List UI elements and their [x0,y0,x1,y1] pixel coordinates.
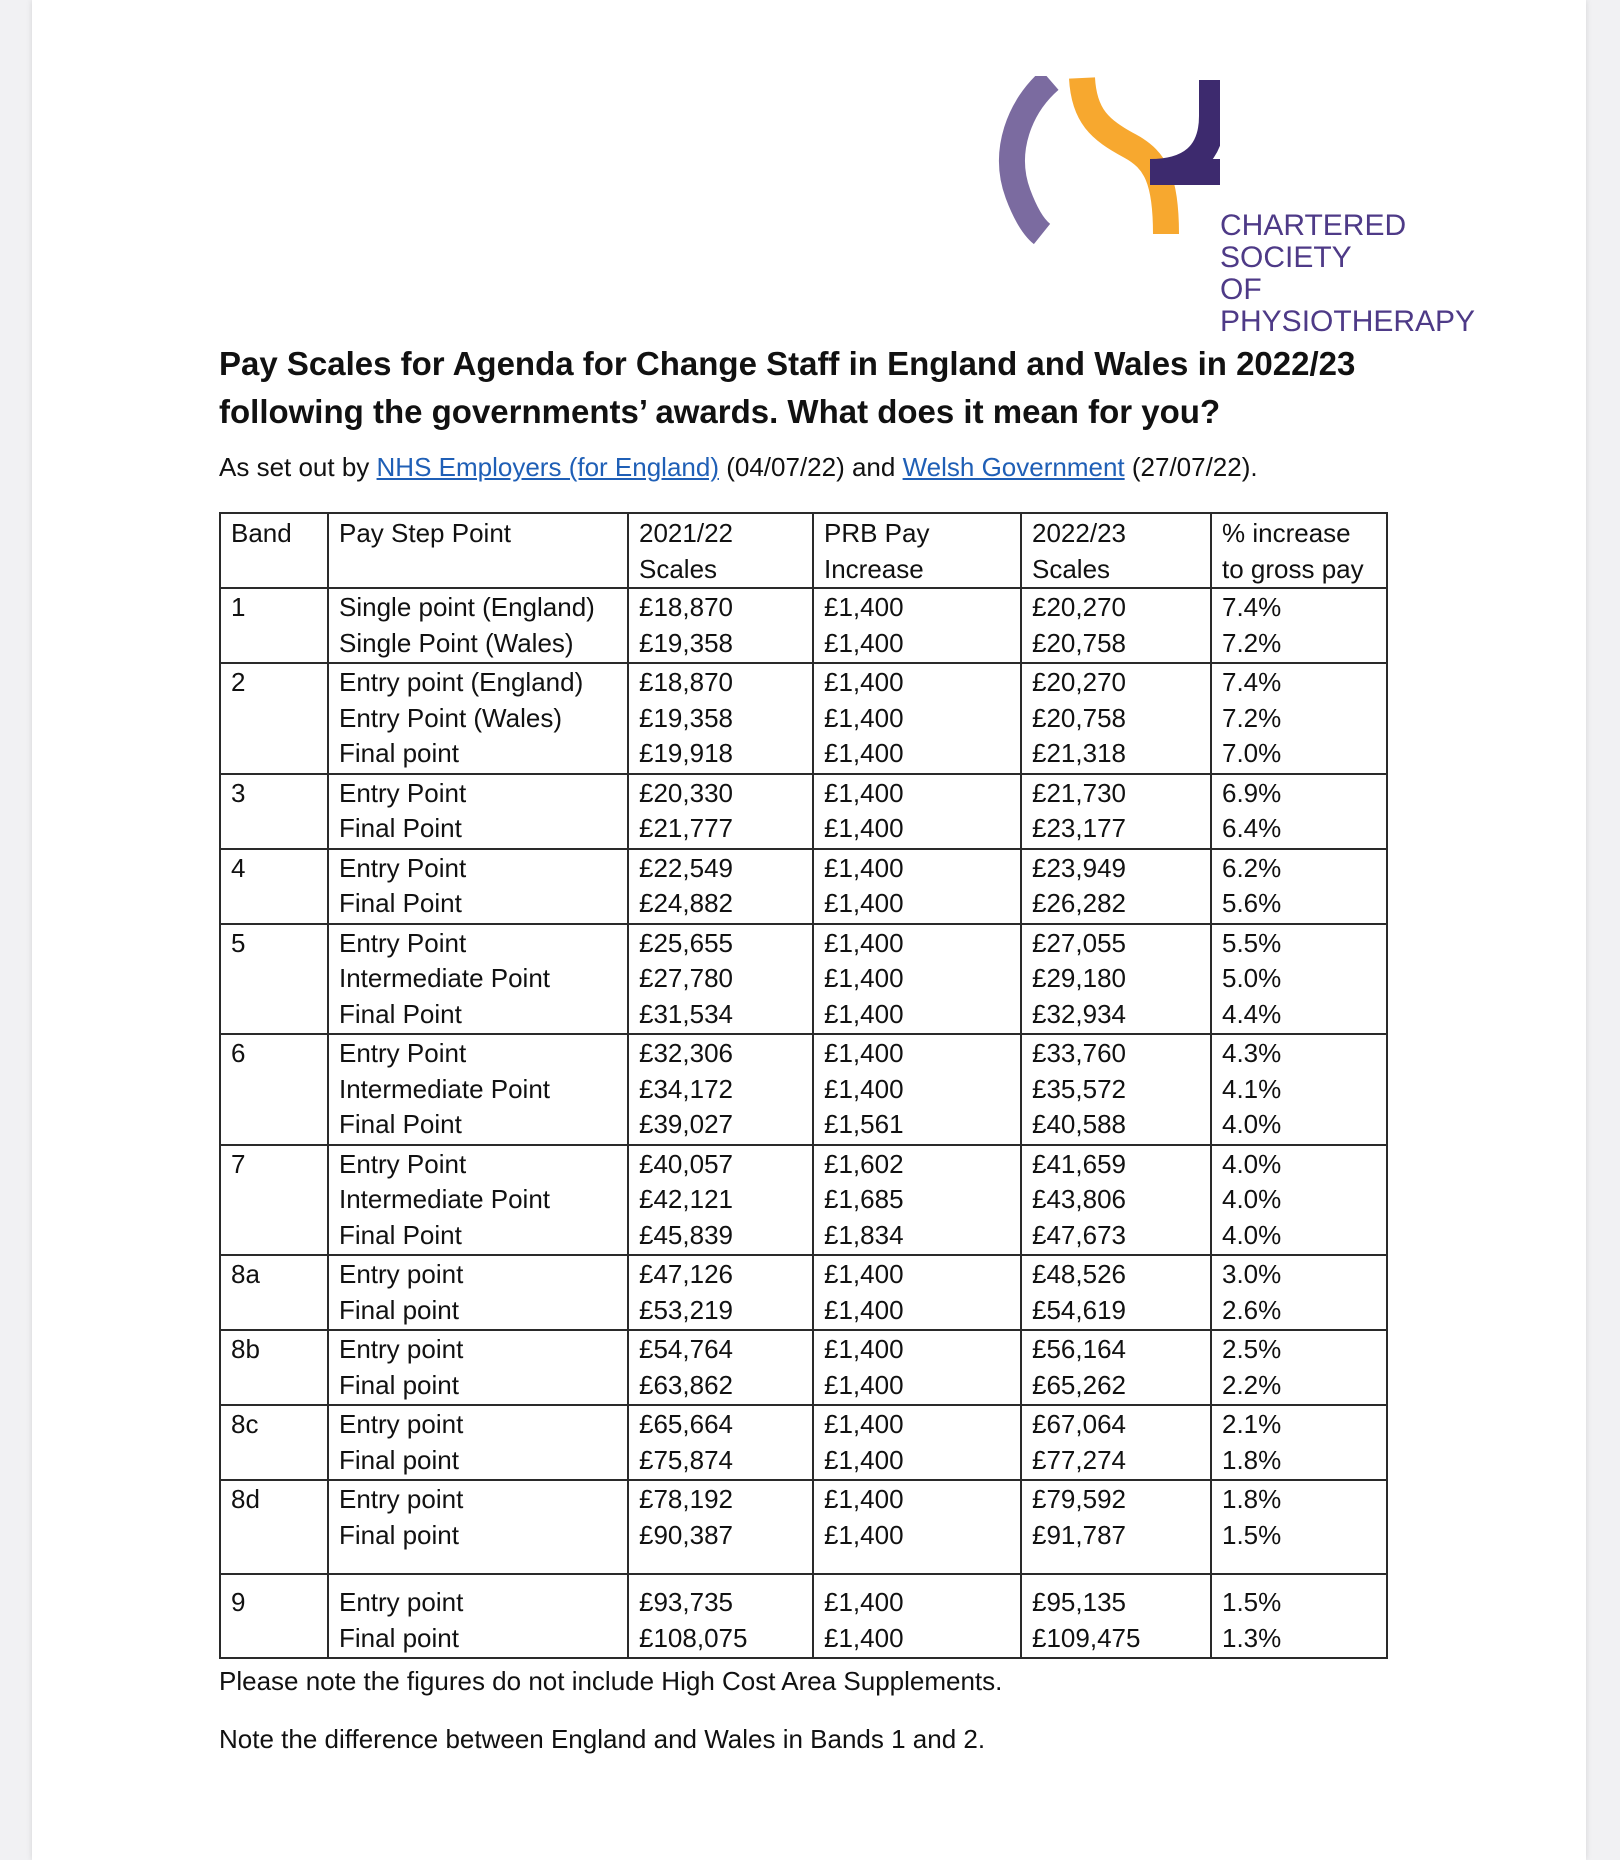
welsh-government-link[interactable]: Welsh Government [902,452,1125,482]
header-band [220,513,328,588]
scales-2021-22-cell [628,1330,813,1405]
cell-line: £19,358 [639,627,733,658]
cell-line: Entry Point [339,1038,467,1068]
cell-line: £32,306 [639,1038,733,1068]
cell-line: £1,400 [824,1622,904,1653]
cell-line: £1,400 [824,1484,904,1514]
logo-line: PHYSIOTHERAPY [1220,305,1476,338]
header-2022-23-scales [1021,513,1211,588]
source-mid: (04/07/22) and [719,452,903,482]
scales-2022-23-cell [1021,1034,1211,1145]
cell-line: £78,192 [639,1484,733,1514]
cell-line: Entry point [339,1334,464,1364]
cell-line: £95,135 [1032,1587,1126,1617]
source-suffix: (27/07/22). [1124,452,1258,482]
cell-line: 2.2% [1222,1369,1282,1400]
cell-line: 7.4% [1222,592,1282,622]
cell-line: Entry Point [339,852,467,883]
band-cell [220,1034,328,1145]
cell-line: Single Point (Wales) [339,627,574,658]
percent-increase-cell [1211,1330,1387,1405]
cell-line: £18,870 [639,667,733,697]
csp-logo-text [1220,210,1475,338]
band-cell [220,1330,328,1405]
cell-line: Final Point [339,1219,462,1250]
scales-2021-22-cell [628,1145,813,1256]
cell-line: Final Point [339,1109,462,1139]
note-england-wales: Note the difference between England and Wales in Bands 1 and 2. [219,1724,986,1754]
cell-line: £1,400 [824,1334,904,1364]
cell-line: £1,400 [824,1038,904,1068]
cell-line: Final point [339,1444,459,1475]
cell-line: Entry point (England) [339,667,584,697]
cell-line: £47,673 [1032,1219,1126,1250]
cell-line: £21,318 [1032,738,1126,768]
cell-line: Entry Point [339,927,467,958]
source-line [219,452,1258,483]
cell-line: £24,882 [639,888,733,918]
scales-2021-22-cell [628,1480,813,1574]
scales-2021-22-cell [628,1034,813,1145]
pay-step-cell [328,849,628,924]
pay-step-cell [328,663,628,774]
cell-line: £40,057 [639,1148,733,1179]
cell-line: 4.0% [1222,1219,1282,1250]
prb-increase-cell [813,1480,1021,1574]
cell-line: £31,534 [639,998,733,1029]
scales-2022-23-cell [1021,1330,1211,1405]
cell-line: £54,619 [1032,1294,1126,1325]
scales-2022-23-cell [1021,588,1211,663]
cell-line: £109,475 [1032,1622,1141,1653]
pay-step-cell [328,1255,628,1330]
table-row [220,1330,1387,1405]
band-cell [220,588,328,663]
header-line: to gross pay [1222,554,1364,584]
cell-line: Entry Point [339,1148,467,1179]
cell-line: 1.5% [1222,1587,1282,1617]
cell-line: Entry point [339,1409,464,1439]
scales-2022-23-cell [1021,1145,1211,1256]
pay-step-cell [328,1330,628,1405]
cell-line: 7.2% [1222,702,1282,733]
cell-line: 5 [231,927,246,958]
cell-line: 8a [231,1259,260,1289]
cell-line: £1,400 [824,1444,904,1475]
cell-line: Single point (England) [339,592,595,622]
percent-increase-cell [1211,924,1387,1035]
cell-line: £1,400 [824,592,904,622]
table-row [220,1255,1387,1330]
cell-line: £20,270 [1032,667,1126,697]
cell-line: £65,262 [1032,1369,1126,1400]
band-cell [220,1255,328,1330]
scales-2022-23-cell [1021,1255,1211,1330]
percent-increase-cell [1211,1034,1387,1145]
cell-line: £25,655 [639,927,733,958]
cell-line: £65,664 [639,1409,733,1439]
table-row [220,1574,1387,1658]
scales-2021-22-cell [628,1405,813,1480]
prb-increase-cell [813,588,1021,663]
cell-line: £1,400 [824,888,904,918]
cell-line: £23,177 [1032,813,1126,843]
cell-line: 5.6% [1222,888,1282,918]
cell-line: £1,400 [824,998,904,1029]
cell-line: £63,862 [639,1369,733,1400]
cell-line: £1,400 [824,1519,904,1550]
cell-line: Intermediate Point [339,1073,551,1104]
cell-line: 2.6% [1222,1294,1282,1325]
cell-line: £19,918 [639,738,733,768]
cell-line: £45,839 [639,1219,733,1250]
cell-line: 7.0% [1222,738,1282,768]
csp-logo-mark-icon [980,76,1220,246]
header-line: 2022/23 [1032,518,1126,548]
table-row [220,1145,1387,1256]
cell-line: £20,758 [1032,702,1126,733]
cell-line: 1.8% [1222,1484,1282,1514]
cell-line: Entry point [339,1587,464,1617]
cell-line: £54,764 [639,1334,733,1364]
cell-line: 8b [231,1334,260,1364]
percent-increase-cell [1211,1145,1387,1256]
header-line: Band [231,518,292,548]
header-percent-increase [1211,513,1387,588]
cell-line: £1,400 [824,702,904,733]
scales-2022-23-cell [1021,663,1211,774]
cell-line: Final Point [339,813,462,843]
prb-increase-cell [813,1145,1021,1256]
header-line: PRB Pay [824,518,930,548]
cell-line: £23,949 [1032,852,1126,883]
cell-line: £32,934 [1032,998,1126,1029]
cell-line: 3 [231,777,246,808]
prb-increase-cell [813,1034,1021,1145]
band-cell [220,663,328,774]
prb-increase-cell [813,774,1021,849]
cell-line: 1.5% [1222,1519,1282,1550]
scales-2021-22-cell [628,849,813,924]
cell-line: Entry point [339,1484,464,1514]
cell-line: £18,870 [639,592,733,622]
cell-line: £91,787 [1032,1519,1126,1550]
cell-line: 4.0% [1222,1184,1282,1214]
prb-increase-cell [813,663,1021,774]
cell-line: £108,075 [639,1622,748,1653]
logo-line: SOCIETY [1220,241,1352,274]
cell-line: £1,400 [824,667,904,697]
cell-line: Final point [339,1519,459,1550]
cell-line: £1,834 [824,1219,904,1250]
logo-line: OF [1220,273,1262,306]
pay-step-cell [328,1405,628,1480]
prb-increase-cell [813,924,1021,1035]
cell-line: 6.2% [1222,852,1282,883]
band-cell [220,774,328,849]
cell-line: £48,526 [1032,1259,1126,1289]
scales-2021-22-cell [628,1255,813,1330]
cell-line: £93,735 [639,1587,733,1617]
scales-2022-23-cell [1021,1480,1211,1574]
cell-line: £19,358 [639,702,733,733]
cell-line: 2.5% [1222,1334,1282,1364]
prb-increase-cell [813,849,1021,924]
scales-2022-23-cell [1021,849,1211,924]
cell-line: £42,121 [639,1184,733,1214]
cell-line: 4.3% [1222,1038,1282,1068]
cell-line: Final Point [339,998,462,1029]
table-row [220,1034,1387,1145]
pay-step-cell [328,774,628,849]
logo-line: CHARTERED [1220,209,1407,242]
cell-line: £1,400 [824,963,904,993]
note-high-cost: Please note the figures do not include High Cost Area Supplements. [219,1666,1003,1696]
cell-line: 4.4% [1222,998,1282,1029]
cell-line: 4.0% [1222,1148,1282,1179]
header-2021-22-scales [628,513,813,588]
cell-line: 8c [231,1409,259,1439]
header-line: Pay Step Point [339,518,511,548]
percent-increase-cell [1211,588,1387,663]
scales-2021-22-cell [628,924,813,1035]
table-row [220,849,1387,924]
cell-line: 3.0% [1222,1259,1282,1289]
cell-line: Entry point [339,1259,464,1289]
cell-line: £43,806 [1032,1184,1126,1214]
pay-step-cell [328,1145,628,1256]
cell-line: Final point [339,1294,459,1325]
pay-scales-table [219,512,1388,1659]
cell-line: Final point [339,1369,459,1400]
cell-line: £67,064 [1032,1409,1126,1439]
table-row [220,924,1387,1035]
scales-2021-22-cell [628,588,813,663]
cell-line: Entry Point [339,777,467,808]
band-cell [220,1574,328,1658]
header-line: Scales [1032,554,1111,584]
band-cell [220,1405,328,1480]
scales-2022-23-cell [1021,1574,1211,1658]
header-line: % increase [1222,518,1351,548]
cell-line: £1,400 [824,777,904,808]
cell-line: 4.1% [1222,1073,1282,1104]
prb-increase-cell [813,1574,1021,1658]
cell-line: 1.3% [1222,1622,1282,1653]
cell-line: £1,400 [824,1294,904,1325]
cell-line: 2.1% [1222,1409,1282,1439]
table-row [220,588,1387,663]
cell-line: Intermediate Point [339,1184,551,1214]
cell-line: Final point [339,1622,459,1653]
prb-increase-cell [813,1255,1021,1330]
cell-line: £75,874 [639,1444,733,1475]
cell-line: £27,055 [1032,927,1126,958]
table-header-row [220,513,1387,588]
cell-line: 1 [231,592,246,622]
percent-increase-cell [1211,1574,1387,1658]
cell-line: £35,572 [1032,1073,1126,1104]
percent-increase-cell [1211,1480,1387,1574]
band-cell [220,849,328,924]
cell-line: 9 [231,1587,246,1617]
cell-line: 6.9% [1222,777,1282,808]
header-prb-pay-increase [813,513,1021,588]
cell-line: £1,400 [824,1259,904,1289]
scales-2021-22-cell [628,1574,813,1658]
cell-line: £56,164 [1032,1334,1126,1364]
cell-line: Final point [339,738,459,768]
cell-line: £40,588 [1032,1109,1126,1139]
cell-line: 4 [231,852,246,883]
cell-line: £1,400 [824,738,904,768]
pay-step-cell [328,924,628,1035]
scales-2022-23-cell [1021,924,1211,1035]
csp-logo [980,76,1476,346]
percent-increase-cell [1211,849,1387,924]
prb-increase-cell [813,1405,1021,1480]
cell-line: £21,777 [639,813,733,843]
cell-line: Final Point [339,888,462,918]
scales-2022-23-cell [1021,774,1211,849]
cell-line: £1,561 [824,1109,904,1139]
cell-line: £41,659 [1032,1148,1126,1179]
percent-increase-cell [1211,774,1387,849]
cell-line: £20,270 [1032,592,1126,622]
cell-line: £79,592 [1032,1484,1126,1514]
cell-line: 2 [231,667,246,697]
pay-step-cell [328,1480,628,1574]
page-title: Pay Scales for Agenda for Change Staff in England and Wales in 2022/23 following the governments’ awards. What does it mean for you? [219,345,1356,430]
cell-line: £26,282 [1032,888,1126,918]
cell-line: £77,274 [1032,1444,1126,1475]
cell-line: £1,685 [824,1184,904,1214]
cell-line: £1,400 [824,813,904,843]
cell-line: Entry Point (Wales) [339,702,562,733]
source-prefix: As set out by [219,452,377,482]
cell-line: £1,602 [824,1148,904,1179]
cell-line: £1,400 [824,927,904,958]
cell-line: Intermediate Point [339,963,551,993]
prb-increase-cell [813,1330,1021,1405]
cell-line: 1.8% [1222,1444,1282,1475]
cell-line: £1,400 [824,627,904,658]
document-page [32,0,1586,1860]
cell-line: 6 [231,1038,246,1068]
cell-line: £21,730 [1032,777,1126,808]
pay-step-cell [328,1034,628,1145]
cell-line: 5.5% [1222,927,1282,958]
scales-2022-23-cell [1021,1405,1211,1480]
cell-line: 8d [231,1484,260,1514]
scales-2021-22-cell [628,774,813,849]
cell-line: £90,387 [639,1519,733,1550]
cell-line: £1,400 [824,1409,904,1439]
nhs-employers-link[interactable]: NHS Employers (for England) [376,452,719,482]
table-row [220,1405,1387,1480]
scales-2021-22-cell [628,663,813,774]
band-cell [220,1145,328,1256]
cell-line: £1,400 [824,852,904,883]
cell-line: £47,126 [639,1259,733,1289]
cell-line: 7 [231,1148,246,1179]
pay-step-cell [328,588,628,663]
header-pay-step-point [328,513,628,588]
cell-line: 6.4% [1222,813,1282,843]
cell-line: £20,758 [1032,627,1126,658]
cell-line: £1,400 [824,1369,904,1400]
pay-step-cell [328,1574,628,1658]
band-cell [220,1480,328,1574]
header-line: 2021/22 [639,518,733,548]
cell-line: £39,027 [639,1109,733,1139]
percent-increase-cell [1211,1255,1387,1330]
percent-increase-cell [1211,663,1387,774]
header-line: Scales [639,554,718,584]
percent-increase-cell [1211,1405,1387,1480]
cell-line: 7.2% [1222,627,1282,658]
cell-line: 7.4% [1222,667,1282,697]
cell-line: £1,400 [824,1073,904,1104]
cell-line: 4.0% [1222,1109,1282,1139]
cell-line: £29,180 [1032,963,1126,993]
cell-line: £34,172 [639,1073,733,1104]
band-cell [220,924,328,1035]
cell-line: 5.0% [1222,963,1282,993]
cell-line: £33,760 [1032,1038,1126,1068]
header-line: Increase [824,554,924,584]
cell-line: £20,330 [639,777,733,808]
cell-line: £53,219 [639,1294,733,1325]
table-row [220,774,1387,849]
cell-line: £22,549 [639,852,733,883]
table-row [220,1480,1387,1574]
cell-line: £27,780 [639,963,733,993]
table-row [220,663,1387,774]
cell-line: £1,400 [824,1587,904,1617]
